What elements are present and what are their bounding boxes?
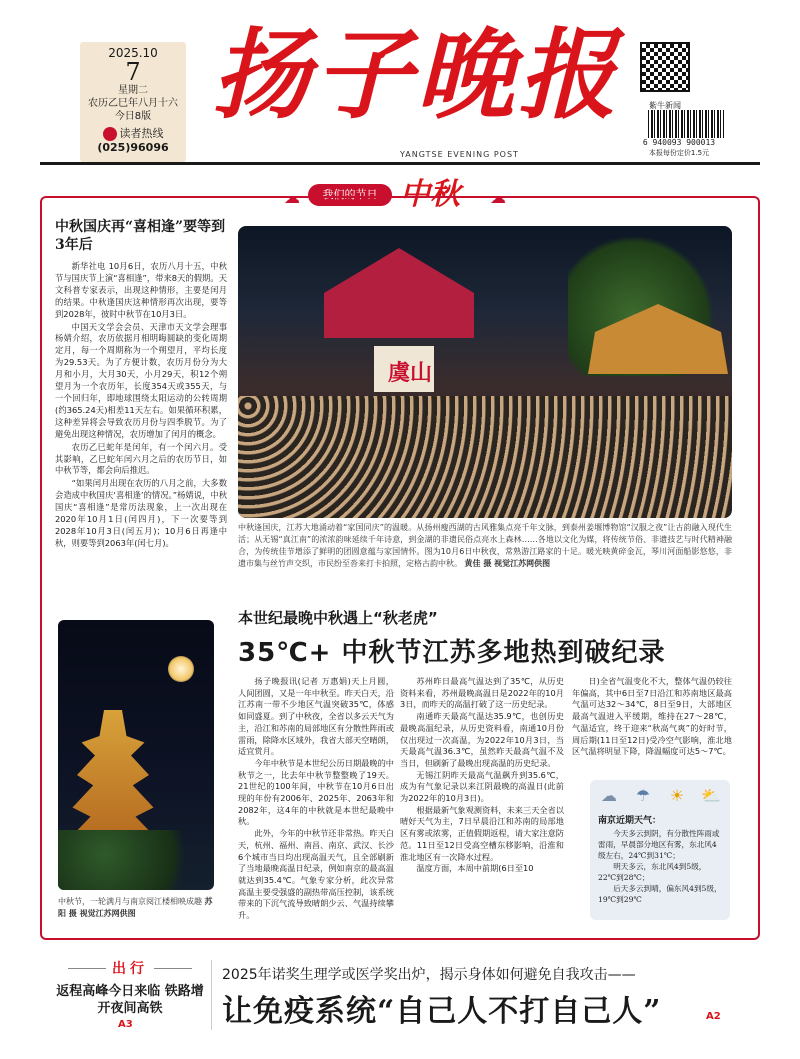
cloud-ornament-icon: ☁ xyxy=(490,188,506,207)
paragraph: 今年中秋节是本世纪公历日期最晚的中秋节之一，比去年中秋节整整晚了19天。21世纪的100年间，中秋节在10月6日出现的年份有2006年、2025年、2063年和2082年，这4年的中秋就是本世纪最晚中秋。 xyxy=(238,757,394,827)
trees-shape xyxy=(58,830,214,890)
weather-line: 后天多云到晴，偏东风4到5级，19℃到29℃ xyxy=(598,884,722,904)
masthead-title: 扬子晚报 xyxy=(212,18,621,133)
cloud-sun-icon: ⛅ xyxy=(701,786,721,805)
banner-text: 虞山 xyxy=(388,360,433,386)
date-year-month: 2025.10 xyxy=(108,46,158,60)
travel-teaser[interactable] xyxy=(55,958,205,1017)
left-article-headline[interactable]: 中秋国庆再“喜相逢”要等到3年后 xyxy=(55,219,226,253)
masthead-english: YANGTSE EVENING POST xyxy=(400,150,519,159)
date-weekday: 星期二 xyxy=(118,85,148,96)
qr-code-icon[interactable] xyxy=(640,42,690,92)
section-label: 出行 xyxy=(55,958,205,978)
main-article-headline[interactable]: 35℃+ 中秋节江苏多地热到破纪录 xyxy=(238,638,666,668)
date-lunar: 农历乙巳年八月十六 xyxy=(88,98,178,109)
caption-text: 中秋节，一轮满月与南京阅江楼相映成趣 xyxy=(58,897,202,906)
nobel-headline[interactable]: 让免疫系统“自己人不打自己人” xyxy=(222,994,662,1029)
paragraph: 中国天文学会会员、天津市天文学会理事杨婧介绍，农历依据月相明晦圆缺的变化周期定月，每一个周期称为一个朔望月，平均长度为29.53天。为了方便计数，农历月份分为大月和小月，大月30天，小月29天，积12个朔望月为一个农历年，长度354天或355天，与一个回归年，即地球围绕太阳运动的公转周期(约365.24天)相差11天左右。如果循环积累，这种差异将会导致农历月份与四季脱节。为了避免出现这种情况，农历增加了闰月的概念。 xyxy=(55,321,227,439)
cloud-icon: ☁ xyxy=(601,786,617,805)
caption-text: 中秋逢国庆，江苏大地涌动着“家国同庆”的温暖。从扬州瘦西湖的古风雅集点亮千年文脉，到泰州姜堰博物馆“汉服之夜”让古韵融入现代生活；从无锡“真江南”的浓浓韵味延续千年诗意，到金湖的非遗民俗点亮水上森林……各地以文化为媒，将传统节俗、非遗技艺与时代精神融合，为传统佳节增添了鲜明的团圆意蕴与家国情怀。图为10月6日中秋夜，常熟游江路家的十足。暖光映黄碎金瓦，琴川河面船影悠悠，非遗市集与丝竹声交织，市民纷至沓来打卡拍照，定格古韵中秋。 xyxy=(238,523,732,568)
weather-title: 南京近期天气： xyxy=(598,816,662,826)
page-ref-a3[interactable]: A3 xyxy=(118,1019,133,1030)
hotline-label: 读者热线 xyxy=(80,127,186,141)
rain-icon: ☂ xyxy=(635,786,651,805)
tower-photo[interactable] xyxy=(58,620,214,890)
left-article xyxy=(55,218,227,551)
hotline-number: (025)96096 xyxy=(97,141,169,154)
nobel-subhead: 2025年诺奖生理学或医学奖出炉，揭示身体如何避免自我攻击—— xyxy=(222,967,636,983)
date-edition: 今日8版 xyxy=(114,111,152,122)
paragraph: 日)全省气温变化不大，整体气温仍较往年偏高，其中6日至7日沿江和苏南地区最高气温可达32～34℃，8日至9日，大部地区最高气温进入平缓期，维持在27～28℃，气温适宜，终于迎来“秋高气爽”的好时节，周后期(11日至12日)受冷空气影响，淮北地区气温将明显下降，降温幅度可达5～7℃。 xyxy=(572,676,732,757)
weather-icons xyxy=(598,786,722,805)
sun-icon: ☀ xyxy=(669,786,685,805)
left-article-body xyxy=(55,261,227,550)
paragraph: 农历乙巳蛇年是闰年，有一个闰六月。受其影响，乙巳蛇年闰六月之后的农历节日，如中秋节等，都会向后推迟。 xyxy=(55,441,227,476)
weather-box xyxy=(590,780,730,920)
pagoda-shape xyxy=(68,710,158,840)
masthead-rule xyxy=(40,162,760,165)
paragraph: 根据最新气象观测资料，未来三天全省以晴好天气为主，7日早晨沿江和苏南的局部地区有雾或浓雾，正值假期返程，请大家注意防范。11日至12日受高空槽东移影响，沿淮和淮北地区有一次降水过程。 xyxy=(400,804,564,862)
barcode-icon xyxy=(648,110,724,138)
date-block xyxy=(80,42,186,162)
festival-pill: 我们的节日 xyxy=(308,184,392,206)
festival-title: 中秋 xyxy=(400,177,460,212)
price-label: 本报每份定价1.5元 xyxy=(648,149,710,157)
weather-body xyxy=(598,828,722,905)
article-column-3 xyxy=(572,676,732,758)
paragraph: 无锡江阴昨天最高气温飙升到35.6℃，成为有气象记录以来江阴最晚的高温日(此前为2022年的10月3日)。 xyxy=(400,769,564,804)
article-column-2 xyxy=(400,676,564,875)
paper-logo-icon xyxy=(103,127,117,141)
date-day: 7 xyxy=(125,58,141,86)
paragraph: 温度方面，本周中前期(6日至10 xyxy=(416,863,534,874)
paragraph: 苏州昨日最高气温达到了35℃，从历史资料来看，苏州最晚高温日是2022年的10月3日，而昨天的高温打破了这一历史纪录。 xyxy=(400,676,564,710)
paragraph: 新华社电 10月6日，农历八月十五，中秋节与国庆节上演“喜相逢”，带来8天的假期。天文科普专家表示，出现这种情形，主要是闰月的结果。中秋逢国庆这种情形再次出现，要等到2028年，彼时中秋节在10月3日。 xyxy=(55,261,227,319)
weather-line: 今天多云到阴，有分散性阵雨或雷雨，早晨部分地区有雾，东北风4级左右，24℃到31℃； xyxy=(598,829,720,860)
tower-photo-caption xyxy=(58,896,218,920)
page-ref-a2[interactable]: A2 xyxy=(706,1011,721,1022)
main-photo[interactable] xyxy=(238,226,732,518)
weather-line: 明天多云，东北风4到5级，22℃到28℃； xyxy=(598,862,707,882)
paragraph: 此外，今年的中秋节还非常热。昨天白天，杭州、福州、南昌、南京、武汉、长沙6个城市当日均出现高温天气，且全部刷新了当地最晚高温日纪录，例如南京的最高温就达到35.4℃。气象专家分析，此次异常高温主要受强盛的副热带高压控制，该系统带来的下沉气流导致晴朗少云、气温持续攀升。 xyxy=(238,828,394,921)
main-article-subhead: 本世纪最晚中秋遇上“秋老虎” xyxy=(238,609,438,627)
crowd-shape xyxy=(238,396,732,518)
barcode-number: 6 940093 900013 xyxy=(642,138,716,147)
article-column-1 xyxy=(238,676,394,922)
photo-credit: 黄佳 摄 视觉江苏网供图 xyxy=(464,559,551,568)
paragraph: “如果闰月出现在农历的八月之前，大多数会造成中秋国庆‘喜相逢’的情况。”杨婧说，中秋国庆“喜相逢”是常历法现象，上一次出现在2020年10月1日(闰四月)，下一次要等到2028年10月3日(闰五月)；10月6日再逢中秋，则要等到2063年(闰七月)。 xyxy=(55,478,227,548)
moon-shape xyxy=(168,656,194,682)
red-gable-shape xyxy=(324,248,474,338)
paragraph: 南通昨天最高气温达35.9℃，也创历史最晚高温纪录，从历史资料看，南通10月份仅出现过一次高温，为2022年10月3日，当天最高气温36.3℃，虽然昨天最高气温不及当日，但刷新了最晚出现高温的历史纪录。 xyxy=(400,711,564,768)
travel-headline[interactable]: 返程高峰今日来临 铁路增开夜间高铁 xyxy=(56,984,204,1016)
cloud-ornament-icon: ☁ xyxy=(284,188,300,207)
qr-caption: 紫牛新闻 xyxy=(649,101,681,110)
photo-credit: 苏阳 摄 视觉江苏网供图 xyxy=(58,897,213,918)
divider xyxy=(211,960,212,1030)
paragraph: 扬子晚报讯(记者 万惠娟)天上月圆，人间团圆，又是一年中秋至。昨天白天，沿江苏南一带不少地区气温突破35℃，体感如同盛夏。到了中秋夜，全省以多云天气为主，沿江和苏南的局部地区有分散性阵雨或雷雨，除降水区域外，我省大部天空晴朗，适宜赏月。 xyxy=(238,676,394,757)
main-photo-caption xyxy=(238,522,732,570)
